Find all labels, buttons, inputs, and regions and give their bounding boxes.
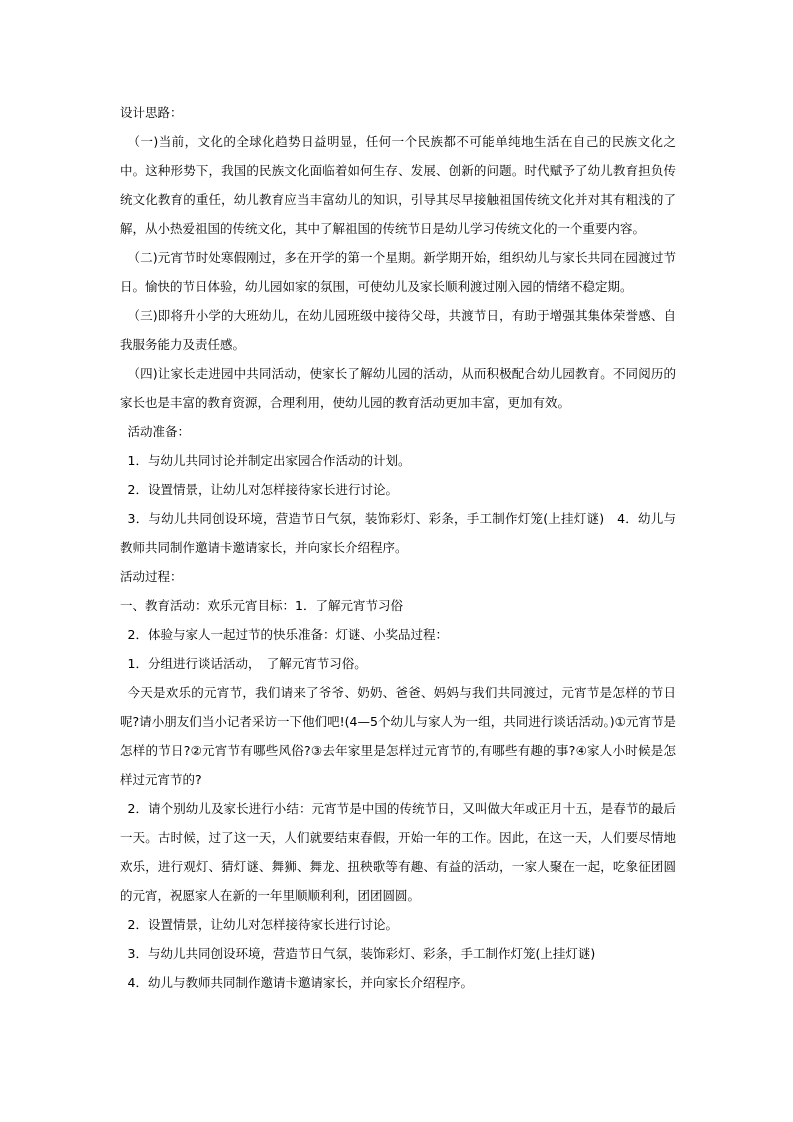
process-item-1: 一、教育活动：欢乐元宵目标：1．了解元宵节习俗 [120,598,403,613]
preparation-item-2: 2．设置情景，让幼儿对怎样接待家长进行讨论。 [127,482,398,497]
preparation-heading: 活动准备： [127,424,191,439]
process-item-2: 2．体验与家人一起过节的快乐准备：灯谜、小奖品过程： [127,627,448,642]
preparation-item-3: 3．与幼儿共同创设环境，营造节日气氛，装饰彩灯、彩条，手工制作灯笼(上挂灯谜) 4．幼儿与教师共同制作邀请卡邀请家长，并向家长介绍程序。 [120,511,676,555]
design-heading: 设计思路： [120,105,183,120]
process-item-6: 2．设置情景，让幼儿对怎样接待家长进行讨论。 [127,917,398,932]
process-heading: 活动过程： [120,569,183,584]
process-paragraph-talk: 今天是欢乐的元宵节，我们请来了爷爷、奶奶、爸爸、妈妈与我们共同渡过，元宵节是怎样的节日呢?请小朋友们当小记者采访一下他们吧!(4—5个幼儿与家人为一组，共同进行谈话活动。)①元宵节是怎样的节日?②元宵节有哪些风俗?③去年家里是怎样过元宵节的,有哪些有趣的事?④家人小时候是怎样过元宵节的? [120,685,676,787]
design-paragraph-3: （三)即将升小学的大班幼儿，在幼儿园班级中接待父母，共渡节日，有助于增强其集体荣誉感、自我服务能力及责任感。 [120,308,676,352]
document-body [120,98,676,997]
design-paragraph-2: （二)元宵节时处寒假刚过，多在开学的第一个星期。新学期开始，组织幼儿与家长共同在园渡过节日。愉快的节日体验，幼儿园如家的氛围，可使幼儿及家长顺利渡过刚入园的情绪不稳定期。 [120,250,676,294]
process-item-8: 4．幼儿与教师共同制作邀请卡邀请家长，并向家长介绍程序。 [127,975,473,990]
process-item-3: 1．分组进行谈话活动， 了解元宵节习俗。 [127,656,367,671]
process-item-7: 3．与幼儿共同创设环境，营造节日气氛，装饰彩灯、彩条，手工制作灯笼(上挂灯谜) [127,946,596,961]
design-paragraph-1: （一)当前，文化的全球化趋势日益明显，任何一个民族都不可能单纯地生活在自己的民族文化之中。这种形势下，我国的民族文化面临着如何生存、发展、创新的问题。时代赋予了幼儿教育担负传统文化教育的重任，幼儿教育应当丰富幼儿的知识，引导其尽早接触祖国传统文化并对其有粗浅的了解，从小热爱祖国的传统文化，其中了解祖国的传统节日是幼儿学习传统文化的一个重要内容。 [120,134,676,236]
preparation-item-1: 1．与幼儿共同讨论并制定出家园合作活动的计划。 [127,453,411,468]
design-paragraph-4: （四)让家长走进园中共同活动，使家长了解幼儿园的活动，从而积极配合幼儿园教育。不同阅历的家长也是丰富的教育资源，合理利用，使幼儿园的教育活动更加丰富，更加有效。 [120,366,676,410]
process-paragraph-summary: 2．请个别幼儿及家长进行小结：元宵节是中国的传统节日，又叫做大年或正月十五，是春节的最后一天。古时候，过了这一天，人们就要结束春假，开始一年的工作。因此，在这一天，人们要尽情地欢乐，进行观灯、猜灯谜、舞狮、舞龙、扭秧歌等有趣、有益的活动，一家人聚在一起，吃象征团圆的元宵，祝愿家人在新的一年里顺顺利利，团团圆圆。 [120,801,676,903]
